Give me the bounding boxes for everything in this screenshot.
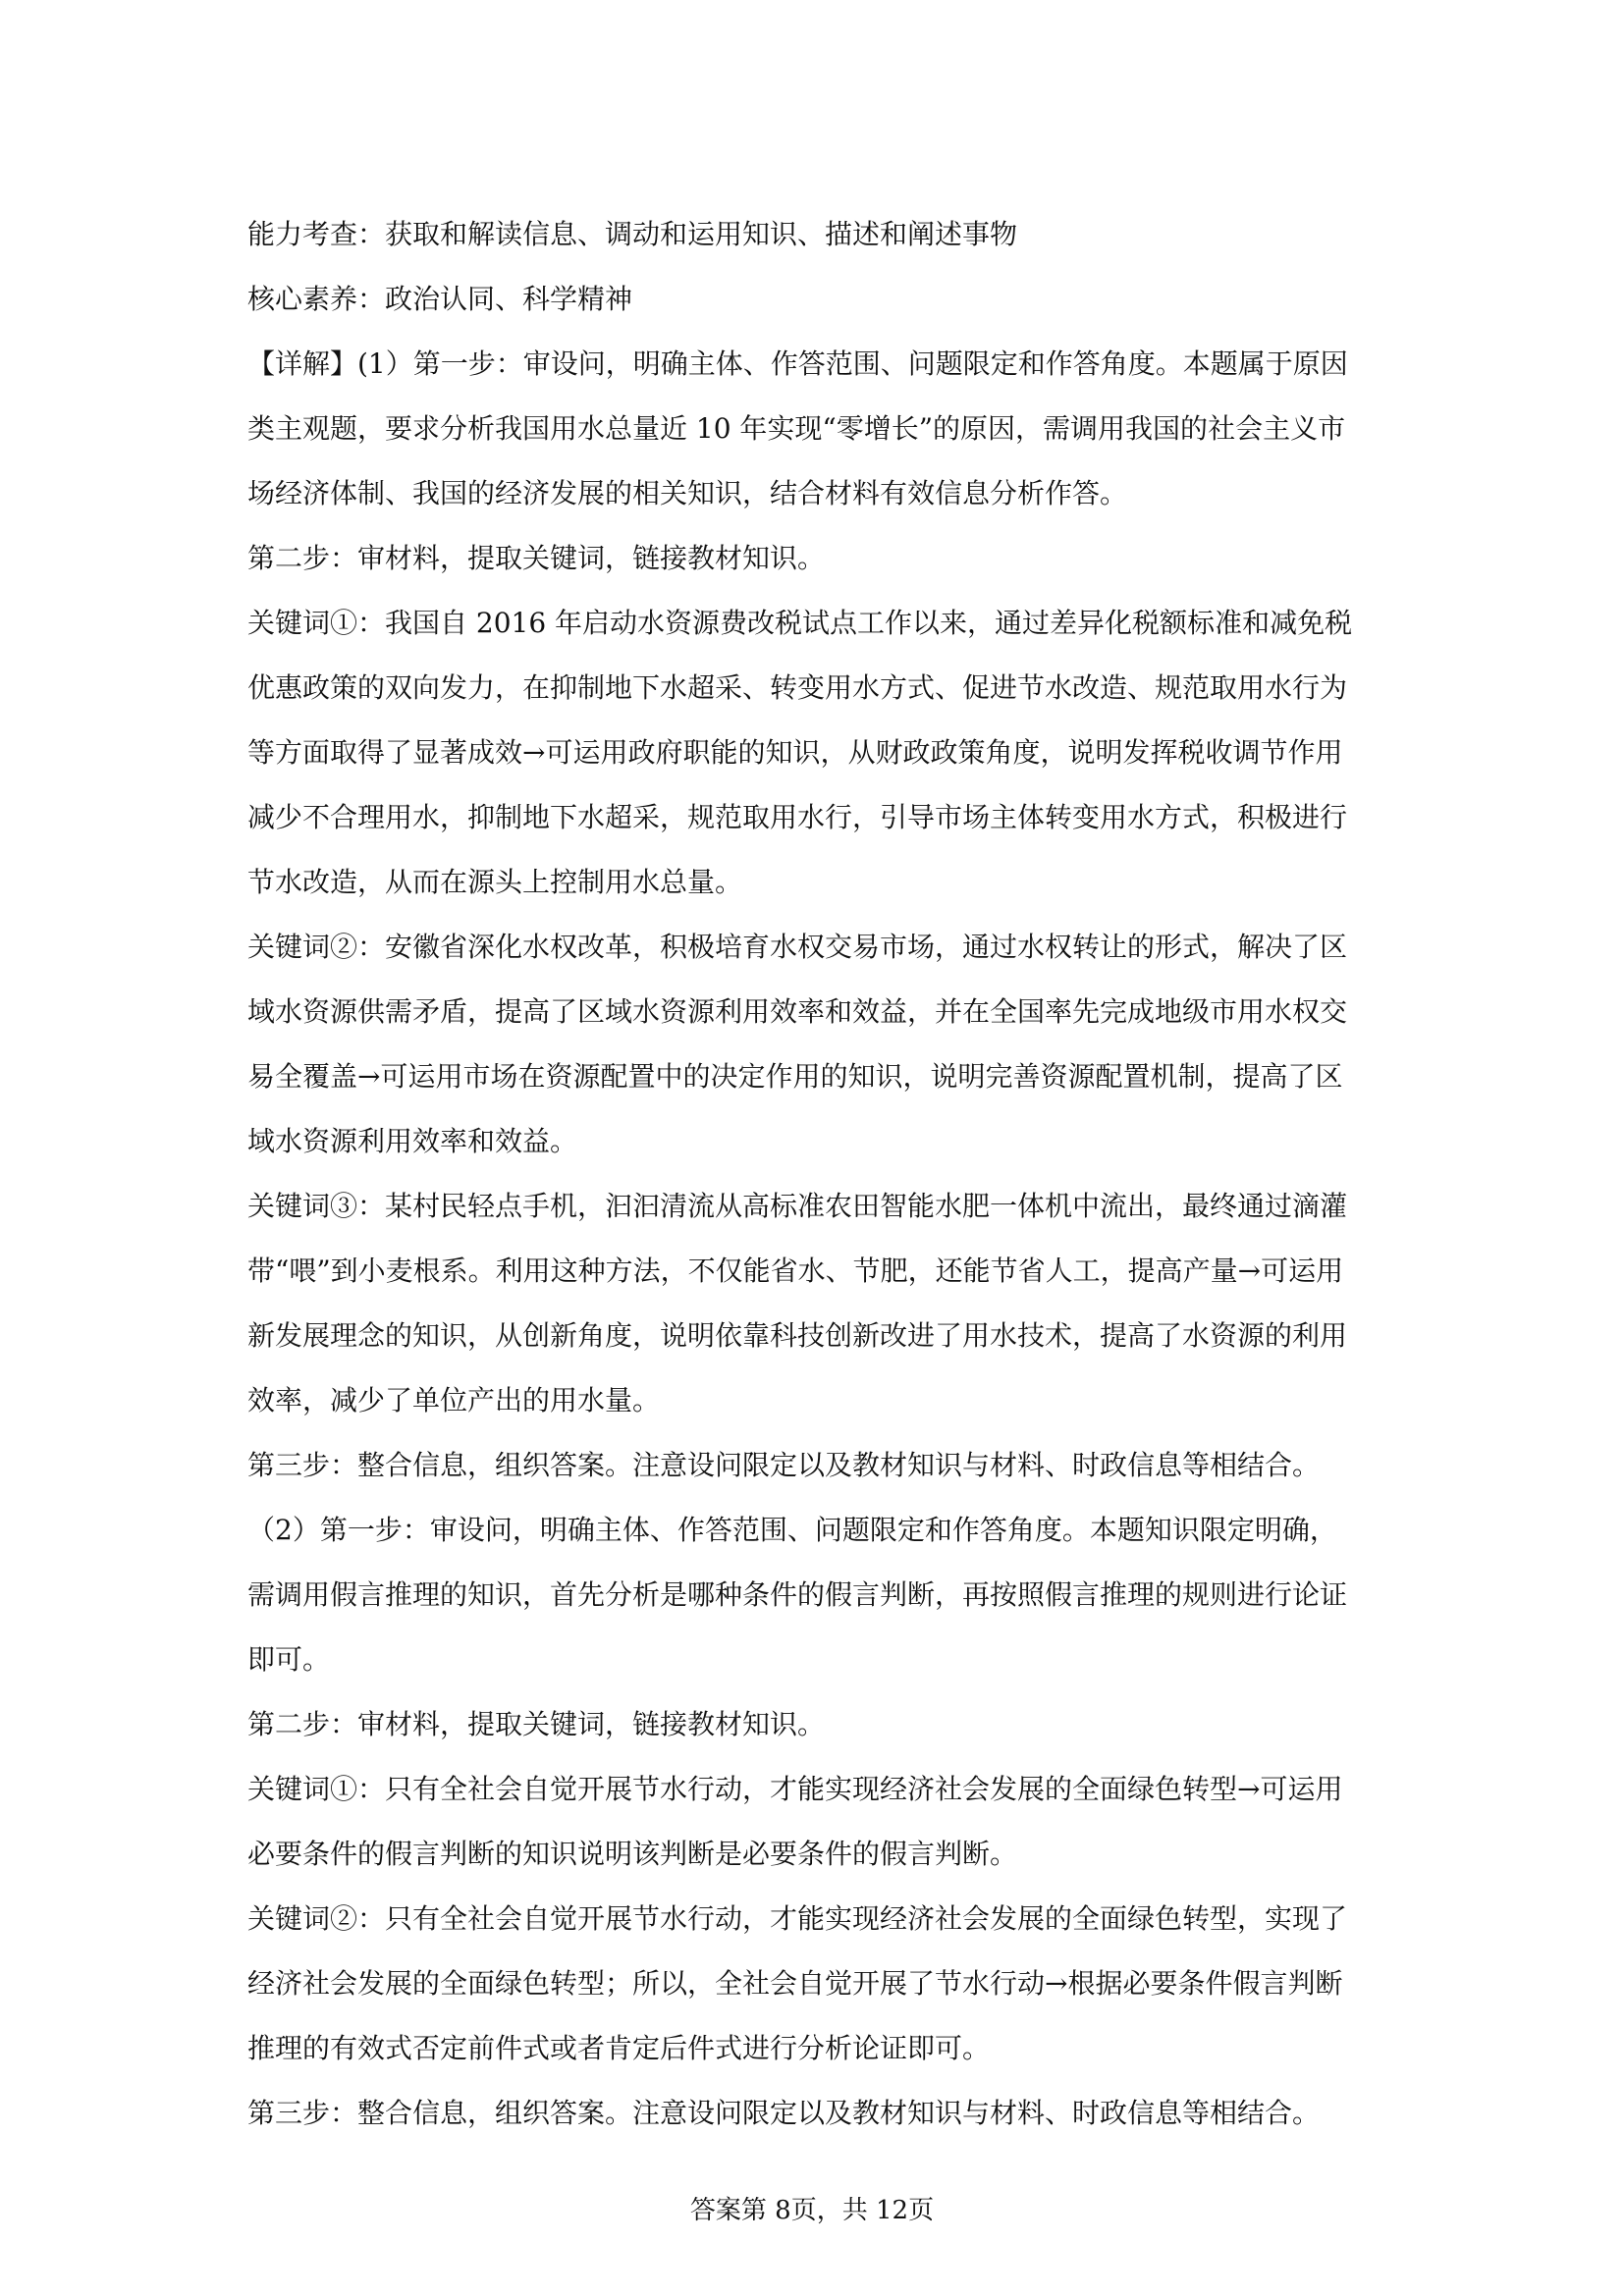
text-line: 易全覆盖→可运用市场在资源配置中的决定作用的知识，说明完善资源配置机制，提高了区 [247, 1060, 1343, 1093]
text-line: 核心素养：政治认同、科学精神 [247, 283, 633, 315]
text-line: 等方面取得了显著成效→可运用政府职能的知识，从财政政策角度，说明发挥税收调节作用 [247, 736, 1343, 769]
page-number: 答案第 8页，共 12页 [689, 2196, 935, 2225]
text-line: 经济社会发展的全面绿色转型；所以，全社会自觉开展了节水行动→根据必要条件假言判断 [247, 1967, 1343, 2000]
text-line: 关键词②：安徽省深化水权改革，积极培育水权交易市场，通过水权转让的形式，解决了区 [247, 931, 1348, 963]
text-line: 关键词③：某村民轻点手机，汩汩清流从高标准农田智能水肥一体机中流出，最终通过滴灌 [247, 1190, 1348, 1222]
text-line: 节水改造，从而在源头上控制用水总量。 [247, 866, 743, 898]
text-line: 第三步：整合信息，组织答案。注意设问限定以及教材知识与材料、时政信息等相结合。 [247, 2097, 1321, 2129]
text-line: 【详解】(1）第一步：审设问，明确主体、作答范围、问题限定和作答角度。本题属于原因 [247, 347, 1348, 380]
page-footer [0, 2191, 1624, 2230]
text-line: 效率，减少了单位产出的用水量。 [247, 1384, 661, 1416]
text-line: 类主观题，要求分析我国用水总量近 10 年实现“零增长”的原因，需调用我国的社会主义市 [247, 412, 1346, 445]
text-line: 第二步：审材料，提取关键词，链接教材知识。 [247, 1708, 826, 1740]
answer-body [247, 202, 1386, 2146]
text-line: 场经济体制、我国的经济发展的相关知识，结合材料有效信息分析作答。 [247, 477, 1128, 509]
text-line: 减少不合理用水，抑制地下水超采，规范取用水行，引导市场主体转变用水方式，积极进行 [247, 801, 1348, 833]
text-line: 关键词②：只有全社会自觉开展节水行动，才能实现经济社会发展的全面绿色转型，实现了 [247, 1902, 1348, 1935]
text-line: 必要条件的假言判断的知识说明该判断是必要条件的假言判断。 [247, 1838, 1018, 1870]
text-line: 第三步：整合信息，组织答案。注意设问限定以及教材知识与材料、时政信息等相结合。 [247, 1449, 1321, 1481]
text-line: 域水资源供需矛盾，提高了区域水资源利用效率和效益，并在全国率先完成地级市用水权交 [247, 995, 1348, 1028]
text-line: 需调用假言推理的知识，首先分析是哪种条件的假言判断，再按照假言推理的规则进行论证 [247, 1578, 1348, 1611]
text-line: 即可。 [247, 1643, 331, 1676]
text-line: 关键词①：只有全社会自觉开展节水行动，才能实现经济社会发展的全面绿色转型→可运用 [247, 1773, 1343, 1805]
text-line: 域水资源利用效率和效益。 [247, 1125, 578, 1157]
text-line: 能力考查：获取和解读信息、调动和运用知识、描述和阐述事物 [247, 218, 1018, 250]
text-line: （2）第一步：审设问，明确主体、作答范围、问题限定和作答角度。本题知识限定明确， [247, 1514, 1337, 1546]
text-line: 推理的有效式否定前件式或者肯定后件式进行分析论证即可。 [247, 2032, 991, 2064]
text-line: 新发展理念的知识，从创新角度，说明依靠科技创新改进了用水技术，提高了水资源的利用 [247, 1319, 1348, 1352]
text-line: 带“喂”到小麦根系。利用这种方法，不仅能省水、节肥，还能节省人工，提高产量→可运用 [247, 1255, 1344, 1287]
text-line: 优惠政策的双向发力，在抑制地下水超采、转变用水方式、促进节水改造、规范取用水行为 [247, 671, 1348, 704]
text-line: 关键词①：我国自 2016 年启动水资源费改税试点工作以来，通过差异化税额标准和减免税 [247, 607, 1353, 639]
text-line: 第二步：审材料，提取关键词，链接教材知识。 [247, 542, 826, 574]
